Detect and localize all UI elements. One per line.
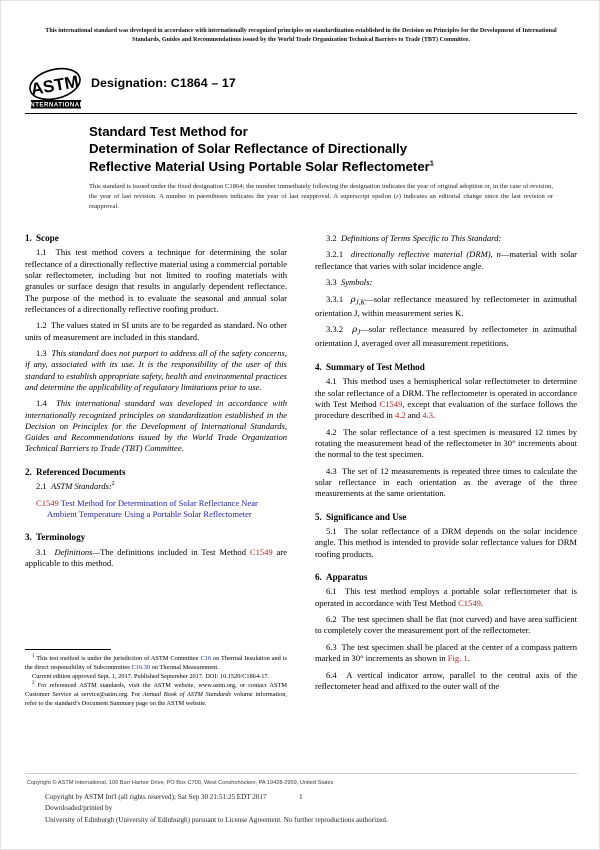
para-num-3-1: 3.1 bbox=[36, 546, 47, 557]
svg-text:ASTM: ASTM bbox=[29, 71, 81, 100]
para-text-1-2: The values stated in SI units are to be regarded as standard. No other units of measurement are included in this standard. bbox=[25, 320, 288, 342]
para-num-3-3-1: 3.3.1 bbox=[326, 293, 344, 304]
paragraph-3-1 bbox=[25, 547, 287, 570]
spacer bbox=[25, 525, 287, 532]
subcommittee-link-c16-30[interactable]: C16.30 bbox=[131, 664, 151, 671]
paragraph-6-2 bbox=[315, 614, 577, 637]
copyright-notice: Copyright © ASTM International, 100 Barr Harbor Drive, PO Box C700, West Conshohocken, PA 19428-2959, United States bbox=[27, 780, 334, 786]
footnote-1-part-b: on Thermal Insulation and is the direct responsibility of Subcommittee bbox=[25, 655, 287, 671]
para-text-4-2: The solar reflectance of a test specimen is measured 12 times by rotating the measurement head of the reflectometer in 30° increments about the normal to the test specimen. bbox=[315, 426, 577, 460]
para-text-3-3-1: —solar reflectance measured by reflectometer in azimuthal orientation J, within measurement series K. bbox=[315, 293, 577, 318]
paragraph-1-4 bbox=[25, 398, 287, 454]
cross-reference-c1549-summary[interactable]: C1549 bbox=[379, 398, 403, 409]
para-num-3-2-1: 3.2.1 bbox=[326, 249, 344, 260]
paragraph-1-2 bbox=[25, 320, 287, 343]
left-column bbox=[25, 233, 287, 575]
section-number-2: 2. bbox=[25, 466, 32, 477]
cross-reference-fig-1[interactable]: Fig. 1 bbox=[447, 653, 468, 664]
download-line-2: Downloaded/printed by bbox=[45, 804, 113, 813]
spacer bbox=[315, 355, 577, 362]
paragraph-1-1 bbox=[25, 247, 287, 315]
section-number-3: 3. bbox=[25, 532, 32, 543]
para-label-3-1: Definitions— bbox=[54, 546, 101, 557]
footnote-block bbox=[25, 649, 287, 708]
para-text-4-1c: and bbox=[405, 410, 423, 421]
para-num-6-2: 6.2 bbox=[326, 614, 337, 625]
download-info bbox=[45, 792, 525, 826]
section-title-4: Summary of Test Method bbox=[326, 361, 425, 372]
section-heading-terminology bbox=[25, 532, 287, 543]
section-heading-summary bbox=[315, 362, 577, 373]
section-heading-referenced-documents bbox=[25, 467, 287, 478]
para-num-3-2: 3.2 bbox=[326, 233, 337, 243]
footnote-divider bbox=[25, 649, 111, 650]
paragraph-6-1 bbox=[315, 586, 577, 609]
para-num-4-3: 4.3 bbox=[326, 465, 337, 476]
section-title-5: Significance and Use bbox=[326, 511, 407, 522]
rho-subscript-jk: J,K bbox=[355, 298, 366, 307]
right-column bbox=[315, 233, 577, 697]
paragraph-1-3 bbox=[25, 348, 287, 393]
para-num-6-1: 6.1 bbox=[326, 586, 337, 597]
paragraph-3-3 bbox=[315, 277, 577, 288]
footnote-edition: Current edition approved Sept. 1, 2017. Published September 2017. DOI: 10.1520/C1864-17. bbox=[32, 673, 270, 680]
cross-reference-c1549[interactable]: C1549 bbox=[249, 546, 273, 557]
title-line-2: Determination of Solar Reflectance of Directionally bbox=[89, 141, 408, 157]
para-num-4-1: 4.1 bbox=[326, 376, 337, 387]
footnote-1-part-a: This test method is under the jurisdiction of ASTM Committee bbox=[34, 655, 201, 662]
designation-label: Designation: C1864 – 17 bbox=[91, 76, 236, 90]
para-text-6-3b: . bbox=[467, 653, 470, 664]
defined-term-drm: directionally reflective material (DRM), n bbox=[350, 249, 501, 260]
para-num-1-2: 1.2 bbox=[36, 320, 47, 331]
footnote-2-part-a: For referenced ASTM standards, visit the ASTM website, www.astm.org, or contact ASTM Customer Service at service@astm.org. For bbox=[25, 682, 287, 698]
rho-subscript-j: J bbox=[357, 328, 361, 337]
spacer bbox=[25, 460, 287, 467]
standard-title[interactable]: Test Method for Determination of Solar Reflectance Near Ambient Temperature Using a Portable Solar Reflectometer bbox=[47, 497, 258, 520]
paragraph-4-2 bbox=[315, 427, 577, 461]
section-title-1: Scope bbox=[36, 233, 59, 243]
para-text-3-1b: are applicable to this method. bbox=[25, 546, 287, 569]
para-text-6-2: The test specimen shall be flat (not curved) and have area sufficient to completely cover the measurement port of the reflectometer. bbox=[315, 614, 577, 636]
cross-reference-c1549-apparatus[interactable]: C1549 bbox=[458, 597, 481, 608]
para-text-3-3-2: —solar reflectance measured by reflectometer in azimuthal orientation J, averaged over all measurement repetitions. bbox=[315, 324, 577, 349]
para-text-5-1: The solar reflectance of a DRM depends on the solar incidence angle. This method is intended to provide solar reflectance values for DRM roofing products. bbox=[315, 526, 578, 559]
title-footnote-marker: 1 bbox=[429, 158, 434, 168]
para-text-1-4: This international standard was developed in accordance with internationally recognized principles on standardization established in the Decision on Principles for the Development of International Standards, Guides and Recommendations issued by the World Trade Organization Technical Barriers to Trade (TBT) Committee. bbox=[25, 398, 287, 454]
para-text-6-4: A vertical indicator arrow, parallel to the central axis of the reflectometer head and affixed to the outer wall of the bbox=[315, 669, 577, 691]
spacer bbox=[315, 505, 577, 512]
para-text-6-3a: The test specimen shall be placed at the center of a compass pattern marked in 30° increments as shown in bbox=[315, 641, 577, 664]
para-num-1-1: 1.1 bbox=[36, 247, 47, 258]
section-heading-significance bbox=[315, 512, 577, 523]
paragraph-3-2 bbox=[315, 233, 577, 244]
download-line-1: Copyright by ASTM Int'l (all rights reserved); Sat Sep 30 21:51:25 EDT 2017 bbox=[45, 793, 267, 801]
title-line-1: Standard Test Method for bbox=[89, 124, 248, 139]
para-num-3-3: 3.3 bbox=[326, 277, 337, 288]
committee-link-c16[interactable]: C16 bbox=[200, 655, 212, 662]
footnote-2-part-b: volume information, refer to the standard’s Document Summary page on the ASTM website. bbox=[25, 691, 287, 707]
section-heading-apparatus bbox=[315, 572, 577, 583]
title-line-3 bbox=[89, 158, 559, 175]
para-text-4-1b: , except that evaluation of the surface follows the procedure described in bbox=[315, 398, 577, 421]
issued-note-part-a: This standard is issued under the fixed designation C1864; the number immediately following the designation indicates the year of original adoption or, in the case of revision, the year of last revision. A number in parentheses indicates the year of last reapproval. A superscript epsilon ( bbox=[89, 183, 553, 200]
footnote-2-marker: 2 bbox=[32, 680, 35, 686]
para-num-6-4: 6.4 bbox=[326, 669, 337, 680]
para-text-4-1a: This method uses a hemispherical solar reflectometer to determine the solar reflectance of a DRM. The reflectometer is operated in accordance with Test Method bbox=[315, 376, 577, 409]
rho-symbol-jk: ρ bbox=[350, 294, 356, 305]
para-num-2-1: 2.1 bbox=[36, 481, 47, 492]
section-title-6: Apparatus bbox=[326, 572, 368, 583]
paragraph-6-4 bbox=[315, 670, 577, 693]
para-text-3-2-1: —material with solar reflectance that varies with solar incidence angle. bbox=[315, 249, 577, 271]
tbt-banner: This international standard was developed in accordance with internationally recognized principles on standardization established in the Decision on Principles for the Development of International Standards, Guides and Recommendations issued by the World Trade Organization Technical Barriers to Trade (TBT) Committee. bbox=[45, 28, 557, 44]
cross-reference-4-3[interactable]: 4.3 bbox=[422, 410, 433, 421]
para-num-1-3: 1.3 bbox=[36, 348, 47, 359]
footnote-2 bbox=[25, 681, 287, 708]
paragraph-3-2-1 bbox=[315, 249, 577, 272]
para-text-6-1b: . bbox=[480, 597, 484, 608]
standard-code[interactable]: C1549 bbox=[36, 497, 59, 508]
para-label-3-3: Symbols: bbox=[340, 277, 373, 288]
download-line-3: University of Edinburgh (University of Edinburgh) pursuant to License Agreement. No further reproductions authorized. bbox=[45, 815, 388, 824]
para-text-1-1: This test method covers a technique for determining the solar reflectance of a directionally reflective material using a commercial portable solar reflectometer, including but not limited to roofing materials with granules or surface design that results in angularly dependent reflectance. The purpose of the method is to evaluate the seasonal and annual solar reflectances of a directionally reflective roofing product. bbox=[25, 247, 288, 314]
section-number-1: 1. bbox=[25, 233, 32, 243]
paragraph-4-3 bbox=[315, 466, 577, 500]
paragraph-2-1 bbox=[25, 481, 287, 492]
paragraph-6-3 bbox=[315, 642, 577, 665]
footnote-2-italic-title: Annual Book of ASTM Standards bbox=[142, 691, 232, 698]
para-num-1-4: 1.4 bbox=[36, 398, 47, 409]
astm-logo bbox=[25, 67, 87, 111]
issued-note-part-b: ) indicates an editorial change since the last revision or reapproval. bbox=[89, 192, 553, 210]
para-num-5-1: 5.1 bbox=[326, 526, 337, 536]
standard-reference-c1549[interactable] bbox=[25, 498, 287, 521]
para-label-2-1: ASTM Standards: bbox=[50, 481, 112, 492]
section-title-2: Referenced Documents bbox=[36, 466, 126, 477]
rho-symbol-j: ρ bbox=[352, 325, 358, 336]
para-num-6-3: 6.3 bbox=[326, 641, 337, 652]
section-title-3: Terminology bbox=[36, 532, 86, 543]
footnote-1 bbox=[25, 654, 287, 672]
footer-divider bbox=[25, 773, 577, 774]
title-line-3-text: Reflective Material Using Portable Solar Reflectometer bbox=[89, 158, 430, 174]
epsilon-symbol: ε bbox=[396, 192, 399, 200]
issued-under-note bbox=[89, 182, 553, 212]
para-text-4-1d: . bbox=[432, 410, 436, 421]
section-number-5: 5. bbox=[315, 511, 322, 522]
para-text-6-1a: This test method employs a portable solar reflectometer that is operated in accordance with Test Method bbox=[315, 586, 578, 608]
para-text-3-1a: The definitions included in Test Method bbox=[100, 546, 250, 557]
header-divider bbox=[25, 113, 577, 114]
section-number-6: 6. bbox=[315, 572, 322, 583]
page-title bbox=[89, 123, 559, 175]
footnote-1-part-c: on Thermal Measurement. bbox=[150, 664, 219, 671]
svg-text:INTERNATIONAL: INTERNATIONAL bbox=[28, 101, 84, 109]
para-num-4-2: 4.2 bbox=[326, 426, 337, 437]
para-text-1-3: This standard does not purport to address all of the safety concerns, if any, associated with its use. It is the responsibility of the user of this standard to establish appropriate safety, health and environmental practices and determine the applicability of regulatory limitations prior to use. bbox=[25, 348, 287, 392]
para-label-3-2: Definitions of Terms Specific to This Standard: bbox=[340, 233, 502, 243]
paragraph-5-1 bbox=[315, 526, 577, 560]
section-number-4: 4. bbox=[315, 361, 322, 372]
para-text-4-3: The set of 12 measurements is repeated three times to calculate the solar reflectance in each orientation as the average of the three measurements at the same orientation. bbox=[315, 465, 577, 499]
footnote-1-marker: 1 bbox=[32, 653, 35, 659]
para-num-3-3-2: 3.3.2 bbox=[326, 324, 344, 335]
section-heading-scope bbox=[25, 233, 287, 244]
spacer bbox=[315, 565, 577, 572]
paragraph-3-3-2 bbox=[315, 324, 577, 349]
paragraph-4-1 bbox=[315, 376, 577, 421]
page-number: 1 bbox=[299, 792, 303, 801]
designation-row bbox=[25, 67, 577, 113]
cross-reference-4-2[interactable]: 4.2 bbox=[394, 410, 406, 421]
paragraph-3-3-1 bbox=[315, 294, 577, 319]
referenced-docs-footnote-marker: 2 bbox=[111, 481, 115, 488]
